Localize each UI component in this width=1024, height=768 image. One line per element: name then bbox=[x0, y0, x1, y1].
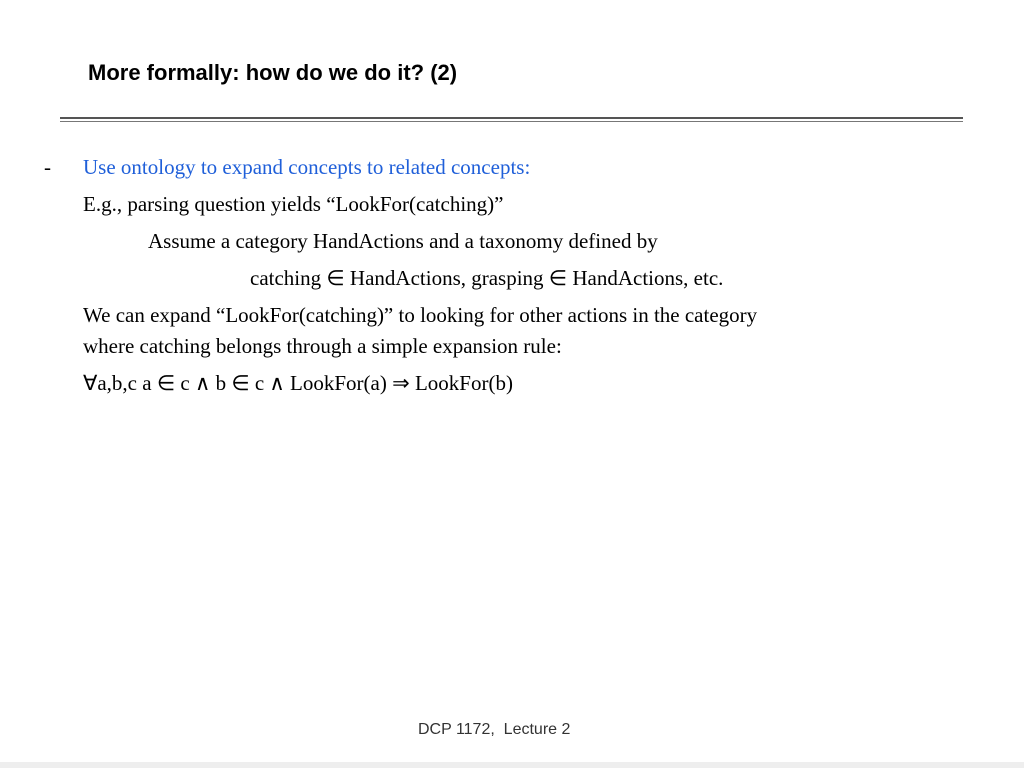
slide-footer: DCP 1172, Lecture 2 bbox=[418, 721, 571, 738]
slide-title: More formally: how do we do it? (2) bbox=[88, 60, 458, 85]
bullet-heading: Use ontology to expand concepts to related concepts: bbox=[83, 155, 531, 179]
bottom-strip bbox=[0, 762, 1024, 768]
expansion-rule-formula: ∀a,b,c a ∈ c ∧ b ∈ c ∧ LookFor(a) ⇒ LookFor(b) bbox=[83, 371, 513, 395]
expansion-line-2: where catching belongs through a simple expansion rule: bbox=[83, 334, 562, 358]
title-divider-top bbox=[60, 117, 963, 119]
bullet-dash: - bbox=[44, 155, 51, 179]
expansion-line-1: We can expand “LookFor(catching)” to looking for other actions in the category bbox=[83, 303, 758, 327]
taxonomy-line: catching ∈ HandActions, grasping ∈ HandActions, etc. bbox=[250, 266, 724, 290]
assumption-line: Assume a category HandActions and a taxonomy defined by bbox=[148, 229, 658, 253]
title-divider-bottom bbox=[60, 121, 963, 122]
example-line: E.g., parsing question yields “LookFor(catching)” bbox=[83, 192, 504, 216]
